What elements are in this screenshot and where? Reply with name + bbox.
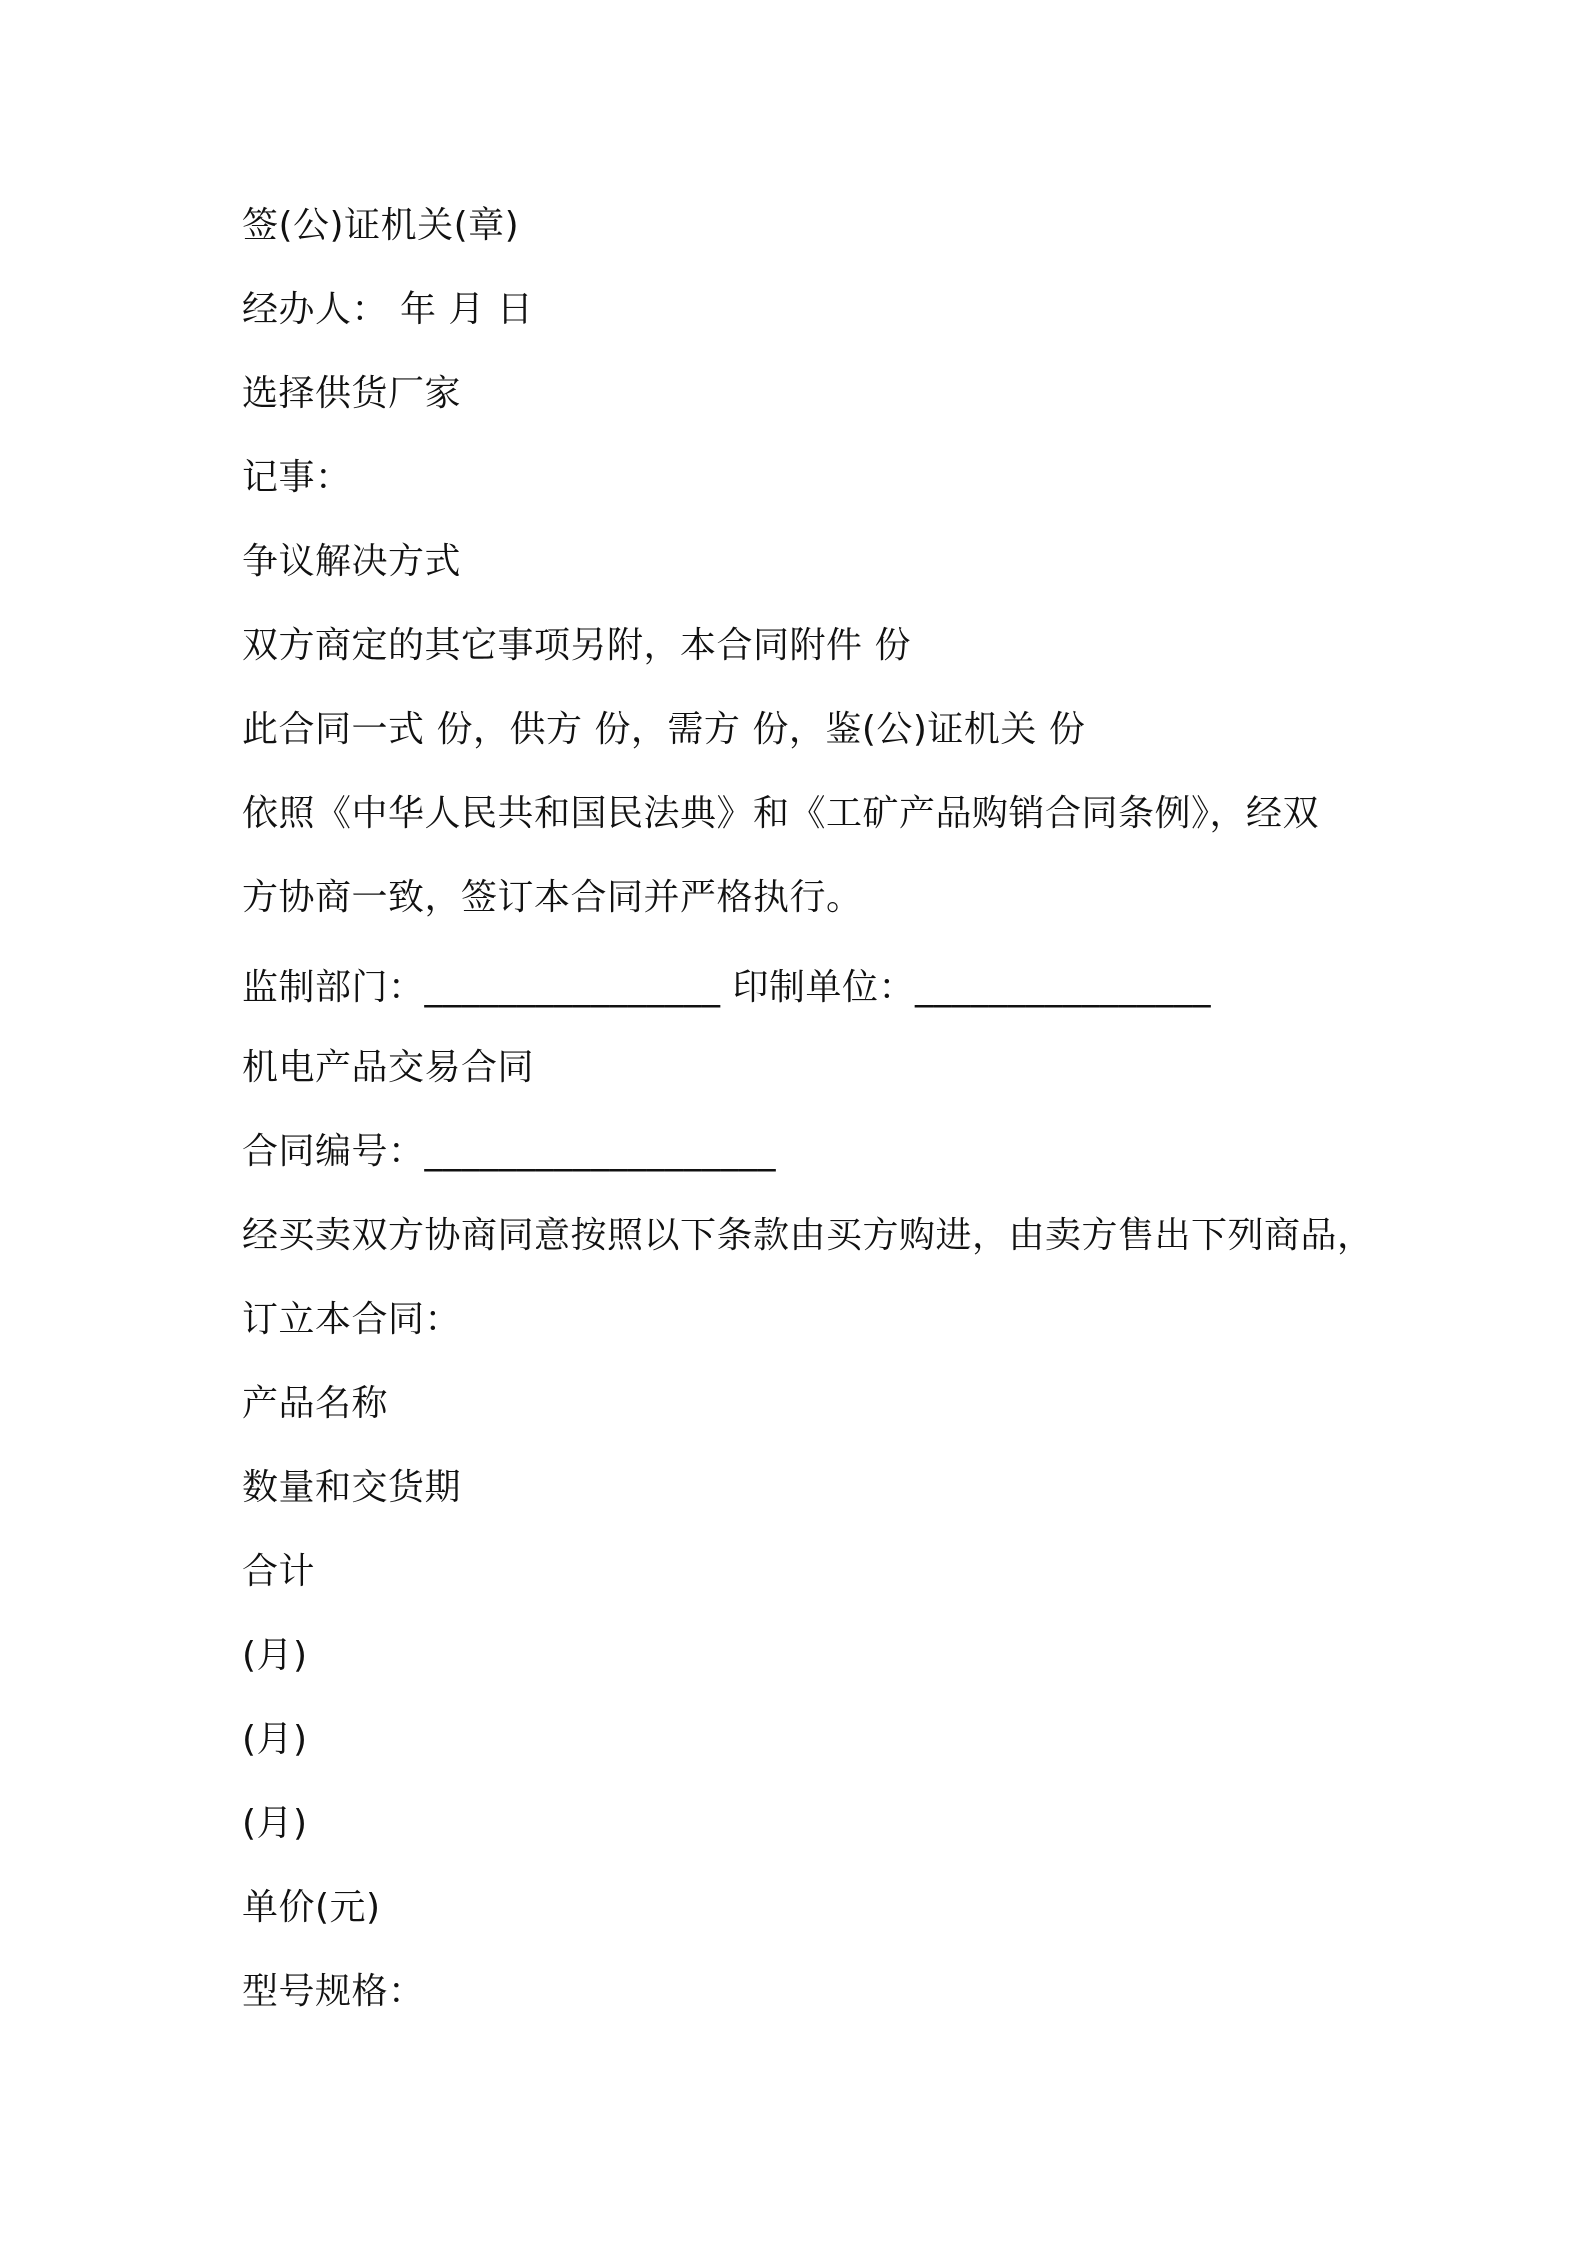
model-spec-label: 型号规格： bbox=[242, 1971, 425, 2012]
legal-basis-line-1: 依照《中华人民共和国民法典》和《工矿产品购销合同条例》，经双 bbox=[242, 793, 1320, 834]
agreement-intro-line-2: 订立本合同： bbox=[242, 1299, 462, 1340]
product-name-label: 产品名称 bbox=[242, 1383, 389, 1424]
copies-line: 此合同一式 份，供方 份，需方 份，鉴(公)证机关 份 bbox=[242, 709, 1086, 750]
month-label-3: (月) bbox=[242, 1803, 308, 1844]
certifying-authority-seal: 签(公)证机关(章) bbox=[242, 205, 520, 246]
select-supplier-heading: 选择供货厂家 bbox=[242, 373, 462, 414]
supervision-printing-line: 监制部门：________________ 印制单位：________________ bbox=[242, 967, 1211, 1008]
contract-title: 机电产品交易合同 bbox=[242, 1047, 535, 1088]
handler-date-line: 经办人： 年 月 日 bbox=[242, 289, 534, 330]
month-label-2: (月) bbox=[242, 1719, 308, 1760]
quantity-delivery-label: 数量和交货期 bbox=[242, 1467, 462, 1508]
month-label-1: (月) bbox=[242, 1635, 308, 1676]
total-label: 合计 bbox=[242, 1551, 316, 1592]
dispute-resolution-heading: 争议解决方式 bbox=[242, 541, 462, 582]
other-matters-line: 双方商定的其它事项另附，本合同附件 份 bbox=[242, 625, 911, 666]
unit-price-label: 单价(元) bbox=[242, 1887, 381, 1928]
agreement-intro-line-1: 经买卖双方协商同意按照以下条款由买方购进，由卖方售出下列商品， bbox=[242, 1215, 1374, 1256]
legal-basis-line-2: 方协商一致，签订本合同并严格执行。 bbox=[242, 877, 863, 918]
notes-label: 记事： bbox=[242, 457, 352, 498]
contract-number-line: 合同编号：___________________ bbox=[242, 1131, 777, 1172]
